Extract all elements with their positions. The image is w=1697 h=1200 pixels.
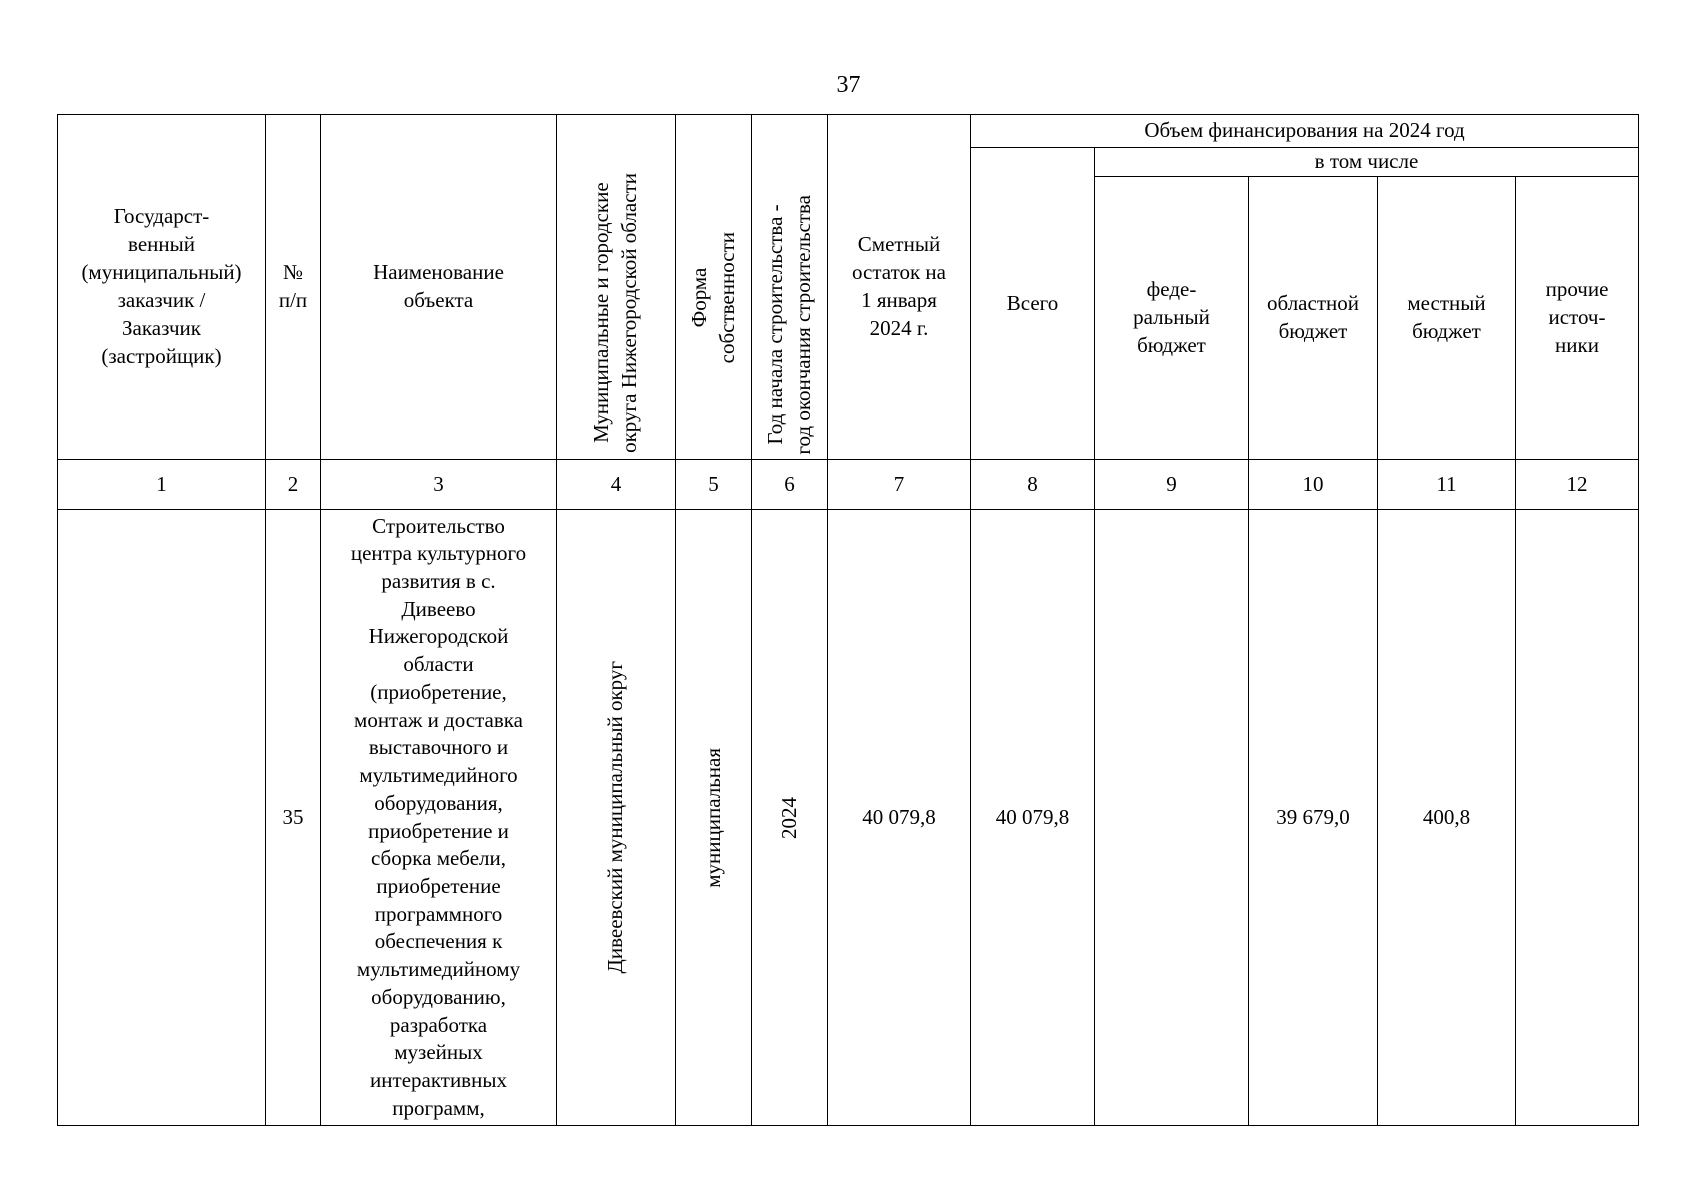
row-municipality: Дивеевский муниципальный округ xyxy=(603,661,628,974)
header-other: прочие источ- ники xyxy=(1516,177,1639,460)
row-total: 40 079,8 xyxy=(971,510,1095,1126)
row-estimate: 40 079,8 xyxy=(828,510,971,1126)
header-ownership: Форма собственности xyxy=(686,231,739,363)
header-regional: областной бюджет xyxy=(1249,177,1378,460)
row-municipality-cell xyxy=(557,510,676,1126)
row-local: 400,8 xyxy=(1378,510,1516,1126)
column-number: 1 xyxy=(58,460,266,510)
column-number: 2 xyxy=(266,460,321,510)
header-years-cell xyxy=(752,115,828,460)
header-local: местный бюджет xyxy=(1378,177,1516,460)
row-regional: 39 679,0 xyxy=(1249,510,1378,1126)
column-number: 9 xyxy=(1095,460,1249,510)
column-number: 8 xyxy=(971,460,1095,510)
column-number: 11 xyxy=(1378,460,1516,510)
row-customer xyxy=(58,510,266,1126)
header-financing: Объем финансирования на 2024 год xyxy=(971,115,1639,148)
column-number: 12 xyxy=(1516,460,1639,510)
header-number: № п/п xyxy=(266,115,321,460)
header-municipality-cell xyxy=(557,115,676,460)
header-total: Всего xyxy=(971,148,1095,460)
column-number: 5 xyxy=(676,460,752,510)
row-number: 35 xyxy=(266,510,321,1126)
table-row xyxy=(58,510,1639,1126)
header-estimate: Сметный остаток на 1 января 2024 г. xyxy=(828,115,971,460)
row-years: 2024 xyxy=(776,796,801,839)
column-number: 6 xyxy=(752,460,828,510)
column-number: 10 xyxy=(1249,460,1378,510)
column-number: 7 xyxy=(828,460,971,510)
row-object-name: Строительство центра культурного развития в с. Дивеево Нижегородской области (приобретение, монтаж и доставка выставочного и мультимедийного оборудования, приобретение и сборка мебели, приобретение программного обеспечения к мультимедийному оборудованию, разработка музейных интерактивных программ, xyxy=(321,510,557,1126)
header-customer: Государст- венный (муниципальный) заказчик / Заказчик (застройщик) xyxy=(58,115,266,460)
page-number: 37 xyxy=(836,72,861,98)
row-ownership: муниципальная xyxy=(700,747,725,888)
row-years-cell xyxy=(752,510,828,1126)
row-ownership-cell xyxy=(676,510,752,1126)
row-federal xyxy=(1095,510,1249,1126)
header-ownership-cell xyxy=(676,115,752,460)
financing-table xyxy=(57,114,1639,1126)
header-years: Год начала строительства - год окончания строительства xyxy=(762,195,815,455)
column-number: 3 xyxy=(321,460,557,510)
column-number: 4 xyxy=(557,460,676,510)
header-municipality: Муниципальные и городские округа Нижегородской области xyxy=(589,173,641,453)
header-federal: феде- ральный бюджет xyxy=(1095,177,1249,460)
row-other xyxy=(1516,510,1639,1126)
header-object-name: Наименование объекта xyxy=(321,115,557,460)
header-including: в том числе xyxy=(1095,148,1639,177)
